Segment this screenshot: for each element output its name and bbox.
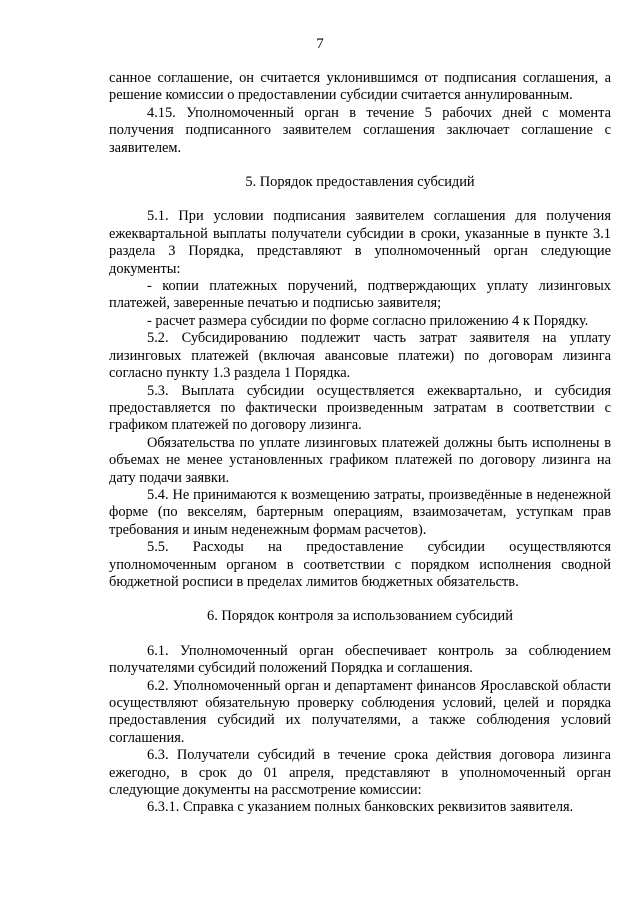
body-paragraph: Обязательства по уплате лизинговых платежей должны быть исполнены в объемах не менее установленных графиком платежей по договору лизинга на дату подачи заявки. <box>109 434 611 486</box>
section-heading: 5. Порядок предоставления субсидий <box>245 174 475 191</box>
body-paragraph: 5.3. Выплата субсидии осуществляется ежеквартально, и субсидия предоставляется по фактически произведенным затратам в соответствии с графиком платежей по договору лизинга. <box>109 382 611 434</box>
body-paragraph: 5.1. При условии подписания заявителем соглашения для получения ежеквартальной выплаты получатели субсидии в сроки, указанные в пункте 3.1 раздела 3 Порядка, представляют в уполномоченный орган следующие документы: <box>109 208 611 277</box>
body-paragraph: 6.3. Получатели субсидий в течение срока действия договора лизинга ежегодно, в срок до 01 апреля, представляют в уполномоченный орган следующие документы на рассмотрение комиссии: <box>109 747 611 799</box>
body-paragraph: 6.2. Уполномоченный орган и департамент финансов Ярославской области осуществляют обязательную проверку соблюдения условий, целей и порядка предоставления субсидий их получателями, а также соблюдения условий соглашения. <box>109 677 611 746</box>
document-body <box>109 70 611 817</box>
body-paragraph: 5.4. Не принимаются к возмещению затраты, произведённые в неденежной форме (по векселям, бартерным операциям, взаимозачетам, уступкам прав требования и иным неденежным формам расчетов). <box>109 486 611 538</box>
page-number: 7 <box>316 36 324 52</box>
body-paragraph: 6.3.1. Справка с указанием полных банковских реквизитов заявителя. <box>147 799 574 816</box>
body-paragraph: - копии платежных поручений, подтверждающих уплату лизинговых платежей, заверенные печатью и подписью заявителя; <box>109 278 611 312</box>
body-paragraph: 4.15. Уполномоченный орган в течение 5 рабочих дней с момента получения подписанного заявителем соглашения заключает соглашение с заявителем. <box>109 104 611 156</box>
body-paragraph: 5.2. Субсидированию подлежит часть затрат заявителя на уплату лизинговых платежей (включая авансовые платежи) по договорам лизинга согласно пункту 1.3 раздела 1 Порядка. <box>109 330 611 382</box>
body-paragraph: 6.1. Уполномоченный орган обеспечивает контроль за соблюдением получателями субсидий положений Порядка и соглашения. <box>109 642 611 677</box>
body-paragraph: санное соглашение, он считается уклонившимся от подписания соглашения, а решение комиссии о предоставлении субсидии считается аннулированным. <box>109 70 611 104</box>
body-paragraph: 5.5. Расходы на предоставление субсидии осуществляются уполномоченным органом в соответствии с порядком исполнения сводной бюджетной росписи в пределах лимитов бюджетных обязательств. <box>109 539 611 590</box>
body-paragraph: - расчет размера субсидии по форме согласно приложению 4 к Порядку. <box>147 312 589 329</box>
section-heading: 6. Порядок контроля за использованием субсидий <box>207 608 513 625</box>
